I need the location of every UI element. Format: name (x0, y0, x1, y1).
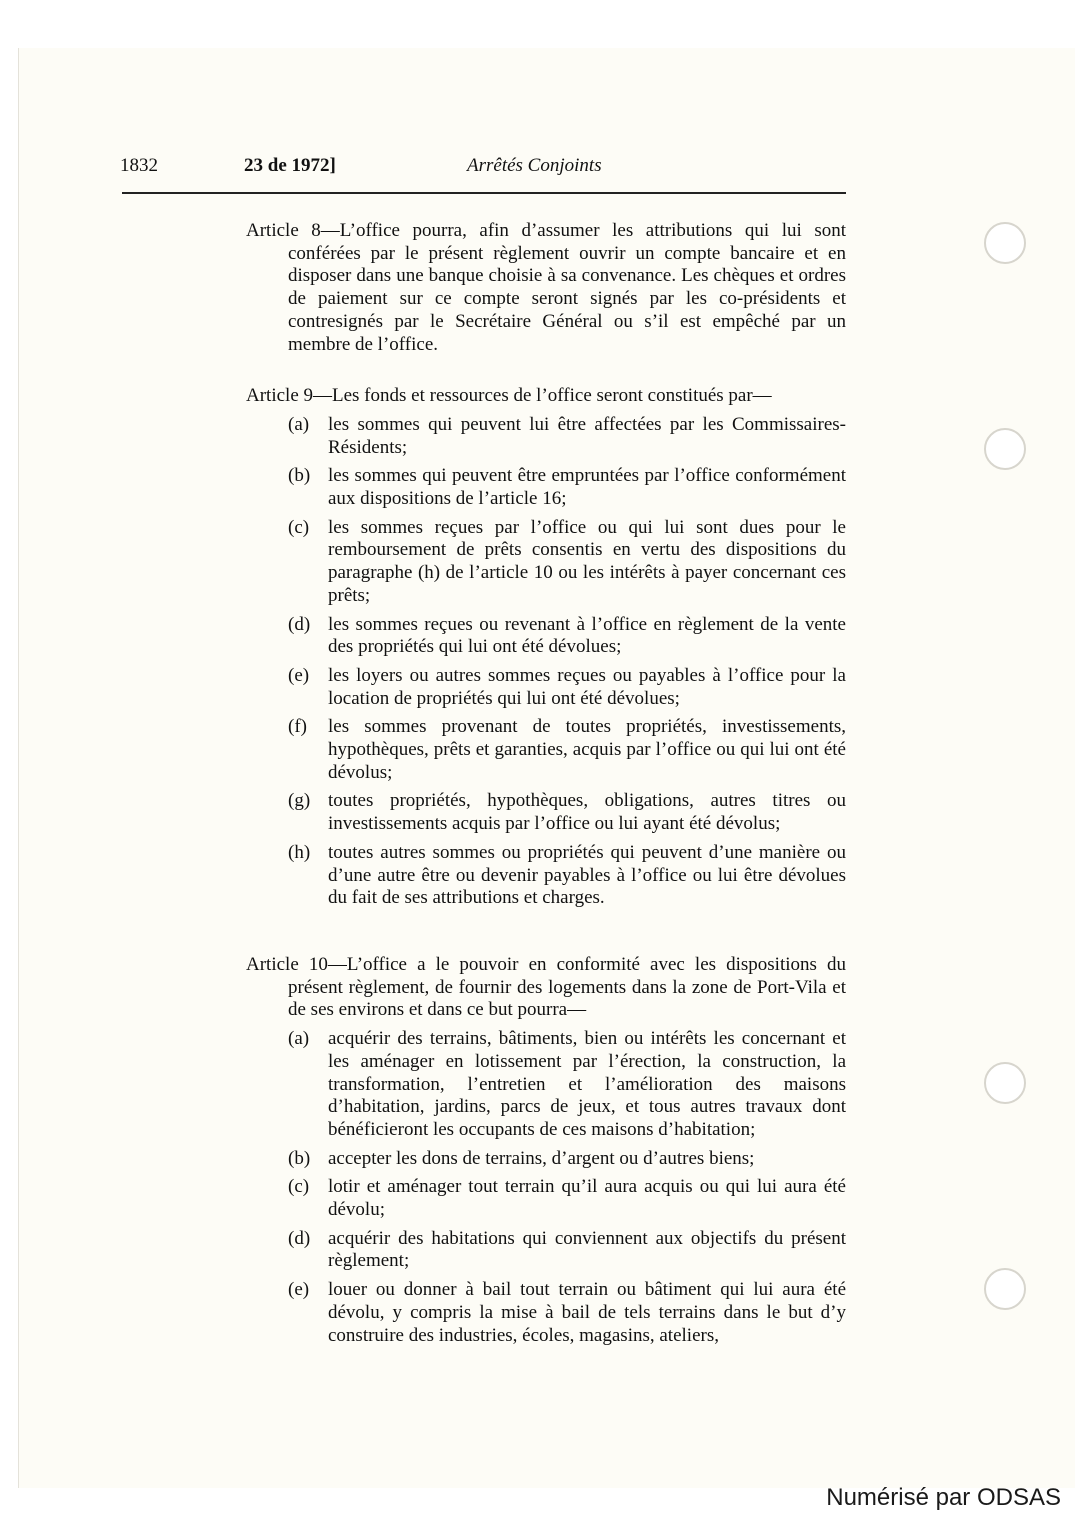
item-text: lotir et aménager tout terrain qu’il aura acquis ou qui lui aura été dévolu; (328, 1176, 846, 1221)
item-text: acquérir des terrains, bâtiments, bien ou intérêts les concernant et les aménager en lotissement par l’érection, la construction, la transformation, l’entretien et l’amélioration des maisons d’habitation, jardins, parcs de jeux, et tous autres travaux dont bénéficieront les occupants de ces maisons d’habitation; (328, 1028, 846, 1140)
article-9 (246, 385, 846, 910)
header-reference: 23 de 1972] (244, 155, 336, 176)
list-item (246, 614, 846, 659)
item-label: (e) (288, 664, 310, 686)
header-rule (122, 192, 846, 194)
running-header (120, 155, 846, 179)
article-10 (246, 954, 846, 1347)
list-item (246, 1279, 846, 1347)
item-text: les loyers ou autres sommes reçues ou payables à l’office pour la location de propriétés qui lui ont été dévolues; (328, 664, 846, 709)
article-text: Article 8—L’office pourra, afin d’assumer les attributions qui lui sont conférées par le présent règlement ouvrir un compte bancaire et en disposer dans une banque choisie à sa convenance. Les chèques et ordres de paiement sur ce compte seront signés par les co-présidents et contresignés par le Secrétaire Général ou s’il est empêché par un membre de l’office. (246, 220, 846, 355)
list-item (246, 1028, 846, 1142)
item-label: (c) (288, 516, 310, 538)
list-item (246, 1176, 846, 1221)
article-text: Article 9—Les fonds et ressources de l’office seront constitués par— (246, 385, 772, 407)
article-items (246, 1028, 846, 1347)
item-label: (f) (288, 716, 307, 738)
punch-hole (984, 222, 1026, 264)
item-text: toutes propriétés, hypothèques, obligations, autres titres ou investissements acquis par l’office ou lui ayant été dévolus; (328, 790, 846, 835)
item-text: les sommes reçues par l’office ou qui lui sont dues pour le remboursement de prêts consentis en vertu des dispositions du paragraphe (h) de l’article 10 ou les intérêts à payer concernant ces prêts; (328, 516, 846, 606)
item-label: (g) (288, 790, 311, 812)
item-label: (h) (288, 841, 311, 863)
list-item (246, 842, 846, 910)
list-item (246, 716, 846, 784)
list-item (246, 790, 846, 835)
item-text: les sommes reçues ou revenant à l’office en règlement de la vente des propriétés qui lui ont été dévolues; (328, 613, 846, 658)
item-text: les sommes qui peuvent lui être affectées par les Commissaires-Résidents; (328, 413, 846, 458)
item-text: les sommes qui peuvent être empruntées par l’office conformément aux dispositions de l’article 16; (328, 465, 846, 510)
punch-hole (984, 1268, 1026, 1310)
item-label: (b) (288, 465, 311, 487)
item-text: toutes autres sommes ou propriétés qui peuvent d’une manière ou d’une autre être ou devenir payables à l’office ou lui être dévolues du fait de ses attributions et charges. (328, 841, 846, 909)
item-label: (d) (288, 613, 311, 635)
page-number: 1832 (120, 155, 158, 176)
item-label: (b) (288, 1147, 311, 1169)
list-item (246, 414, 846, 459)
item-label: (e) (288, 1279, 310, 1301)
punch-hole (984, 1062, 1026, 1104)
digitization-watermark: Numérisé par ODSAS (826, 1484, 1061, 1511)
item-label: (c) (288, 1176, 310, 1198)
list-item (246, 465, 846, 510)
article-items (246, 414, 846, 910)
item-text: louer ou donner à bail tout terrain ou bâtiment qui lui aura été dévolu, y compris la mise à bail de tels terrains dans le but d’y construire des industries, écoles, magasins, ateliers, (328, 1279, 846, 1346)
list-item (246, 517, 846, 608)
item-text: les sommes provenant de toutes propriétés, investissements, hypothèques, prêts et garanties, acquis par l’office ou qui lui ont été dévolus; (328, 716, 846, 783)
article-8 (246, 220, 846, 356)
item-label: (a) (288, 413, 310, 435)
item-text: acquérir des habitations qui conviennent aux objectifs du présent règlement; (328, 1227, 846, 1272)
list-item (246, 665, 846, 710)
document-body (246, 220, 846, 1376)
article-text: Article 10—L’office a le pouvoir en conformité avec les dispositions du présent règlement, de fournir des logements dans la zone de Port-Vila et de ses environs et dans ce but pourra— (246, 953, 846, 1021)
list-item (246, 1228, 846, 1273)
header-title: Arrêtés Conjoints (467, 155, 602, 176)
item-text: accepter les dons de terrains, d’argent ou d’autres biens; (328, 1147, 755, 1169)
item-label: (a) (288, 1028, 310, 1050)
punch-hole (984, 428, 1026, 470)
list-item (246, 1148, 846, 1171)
item-label: (d) (288, 1227, 311, 1249)
